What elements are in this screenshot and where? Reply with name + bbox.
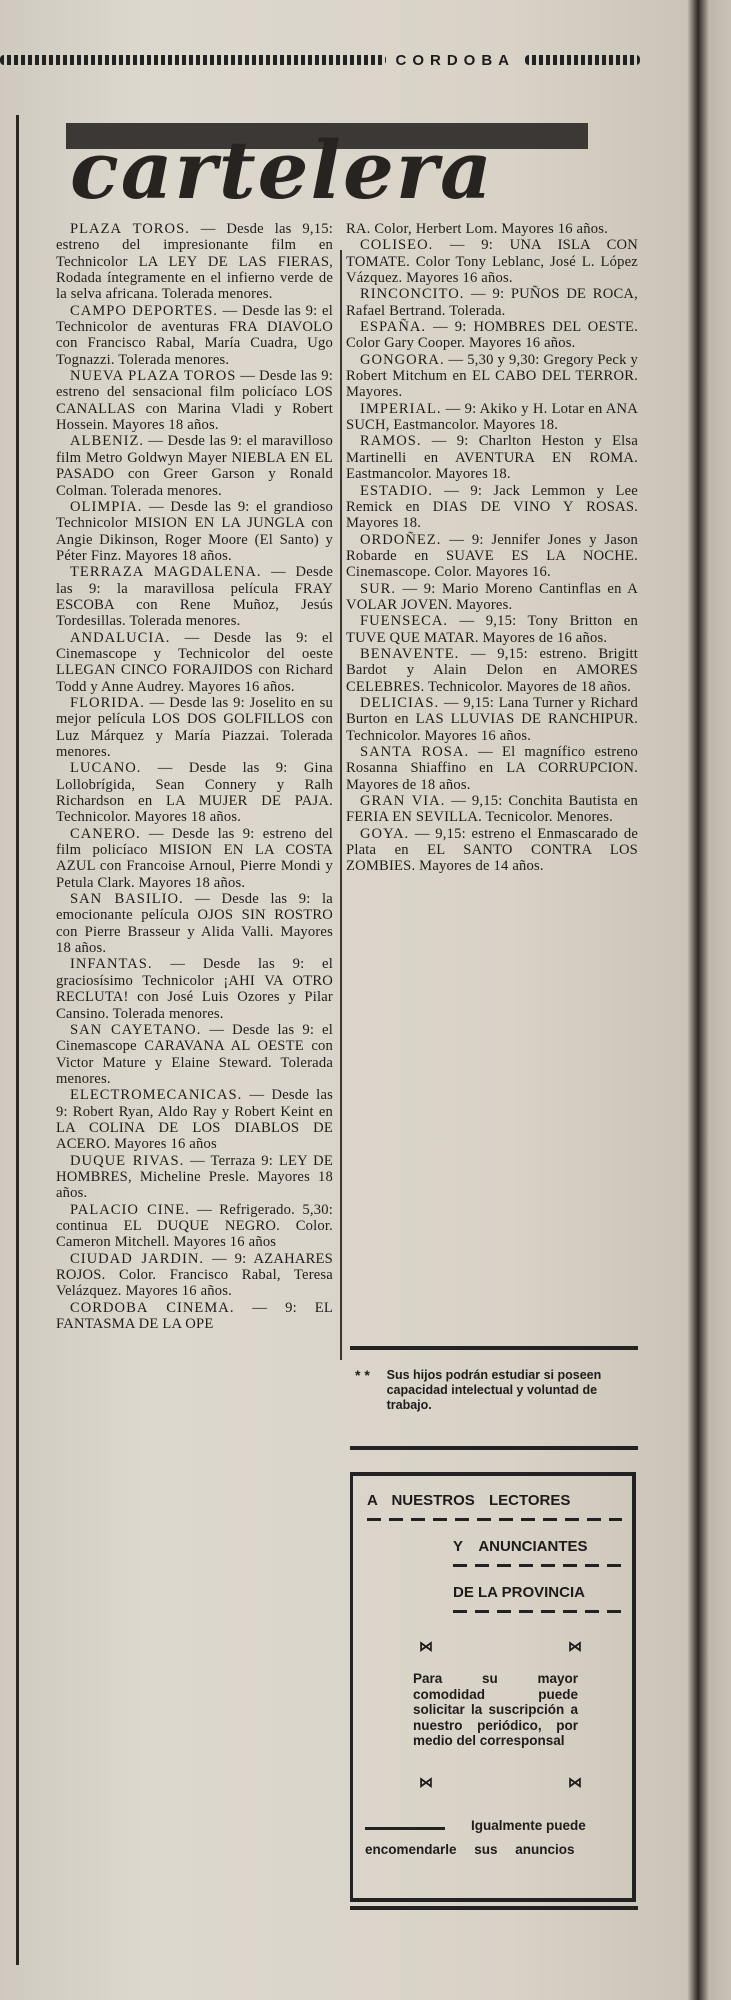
listing-text: — Desde las 9: Joselito en su mejor película LOS DOS GOLFILLOS con Luz Márquez y María Piazzai. Tolerada menores. [56, 694, 333, 760]
dashed-rule [453, 1610, 623, 1613]
listing-text: — Desde las 9: el Cinemascope CARAVANA AL OESTE con Victor Mature y Elaine Steward. Tolerada menores. [56, 1021, 333, 1087]
cinema-name: FLORIDA. [70, 694, 145, 711]
wavy-rule-right [525, 55, 640, 65]
listing-entry [346, 581, 638, 614]
cinema-name: ORDOÑEZ. [360, 531, 442, 548]
listing-text: — 9: Jack Lemmon y Lee Remick en DIAS DE VINO Y ROSAS. Mayores 18. [346, 482, 638, 532]
right-column [346, 221, 638, 875]
left-column [56, 221, 333, 1332]
listing-text: — Desde las 9,15: estreno del impresionante film en Technicolor LA LEY DE LAS FIERAS, Rodada íntegramente en el infierno verde de la selva africana. Tolerada menores. [56, 221, 333, 303]
listing-text: — 9: Akiko y H. Lotar en ANA SUCH, Eastmancolor. Mayores 18. [346, 400, 638, 434]
wavy-rule-left [0, 55, 386, 65]
cinema-name: IMPERIAL. [360, 400, 442, 417]
listing-entry [56, 368, 333, 433]
listing-text: — 9: AZAHARES ROJOS. Color. Francisco Rabal, Teresa Velázquez. Mayores 16 años. [56, 1250, 333, 1300]
listing-text: — 9: HOMBRES DEL OESTE. Color Gary Cooper. Mayores 16 años. [346, 319, 638, 352]
listing-text: — 9,15: Lana Turner y Richard Burton en LAS LLUVIAS DE RANCHIPUR. Technicolor. Mayores 16 años. [346, 694, 638, 744]
cinema-name: DUQUE RIVAS. [70, 1152, 185, 1169]
cinema-name: GONGORA. [360, 351, 445, 368]
listing-entry [56, 760, 333, 825]
listing-text: — El magnífico estreno Rosanna Shiaffino en LA CORRUPCION. Mayores de 18 años. [346, 744, 638, 793]
listing-entry [56, 891, 333, 956]
cinema-name: TERRAZA MAGDALENA. [70, 564, 262, 581]
subscription-ad-box [350, 1472, 636, 1902]
ad-line-2: Y ANUNCIANTES [453, 1538, 588, 1555]
column-divider [16, 115, 19, 1965]
listing-entry [346, 352, 638, 401]
listing-text: — 9: Jennifer Jones y Jason Robarde en SUAVE ES LA NOCHE. Cinemascope. Color. Mayores 16. [346, 531, 638, 581]
listing-text: — 9: PUÑOS DE ROCA, Rafael Bertrand. Tolerada. [346, 286, 638, 319]
listing-entry [346, 401, 638, 434]
listing-entry [346, 319, 638, 352]
listing-text: — Desde las 9: el Cinemascope y Technicolor del oeste LLEGAN CINCO FORAJIDOS con Richard Todd y Anne Audrey. Mayores 16 años. [56, 629, 333, 695]
ad-line-3: DE LA PROVINCIA [453, 1584, 585, 1601]
cinema-name: INFANTAS. [70, 956, 153, 973]
dashed-rule [367, 1518, 622, 1521]
listing-entry [56, 1202, 333, 1251]
cinema-name: CAMPO DEPORTES. [70, 302, 218, 319]
listing-entry [346, 433, 638, 482]
listing-text: — 9: UNA ISLA CON TOMATE. Color Tony Leblanc, José L. López Vázquez. Mayores 16 años. [346, 237, 638, 287]
cinema-name: SAN CAYETANO. [70, 1021, 202, 1038]
column-divider-center [340, 250, 342, 1360]
listing-text: — Desde las 9: el Technicolor de aventuras FRA DIAVOLO con Francisco Rabal, María Cuadra, Ugo Tognazzi. Tolerada menores. [56, 302, 333, 368]
listing-entry [56, 564, 333, 629]
cinema-name: ESPAÑA. [360, 319, 427, 336]
listing-text: — Terraza 9: LEY DE HOMBRES, Micheline Presle. Mayores 18 años. [56, 1152, 333, 1202]
listing-text: — Desde las 9: estreno del film policíaco MISION EN LA COSTA AZUL con Francoise Arnoul, Pierre Mondi y Petula Clark. Mayores 18 años. [56, 825, 333, 891]
cinema-name: PALACIO CINE. [70, 1201, 190, 1218]
divider-rule [350, 1446, 638, 1450]
listing-text: — Desde las 9: el graciosísimo Technicolor ¡AHI VA OTRO RECLUTA! con José Luis Ozores y Pilar Cansino. Tolerada menores. [56, 956, 333, 1022]
cinema-name: ANDALUCIA. [70, 629, 171, 646]
ad-footer-1: Igualmente puede [471, 1818, 586, 1833]
listing-text: — 9: Mario Moreno Cantinflas en A VOLAR JOVEN. Mayores. [346, 580, 638, 613]
ad-body: Para su mayor comodidad puede solicitar la suscripción a nuestro periódico, por medio del corresponsal [413, 1671, 578, 1748]
banner-title: cartelera [70, 123, 494, 217]
listing-entry [346, 744, 638, 793]
cinema-name: RAMOS. [360, 433, 422, 450]
ornament-icon: ⋈ [568, 1774, 582, 1790]
cinema-name: FUENSECA. [360, 613, 449, 630]
listing-entry [346, 695, 638, 744]
listing-text: — Desde las 9: el maravilloso film Metro Goldwyn Mayer NIEBLA EN EL PASADO con Greer Garson y Ronald Colman. Tolerada menores. [56, 433, 333, 499]
cinema-name: ELECTROMECANICAS. [70, 1087, 243, 1104]
cinema-name: OLIMPIA. [70, 498, 143, 515]
listing-entry [56, 221, 333, 303]
ad-line-1: A NUESTROS LECTORES [367, 1492, 571, 1509]
divider-rule [350, 1906, 638, 1910]
cinema-name: CANERO. [70, 825, 141, 842]
listing-text: — Desde las 9: la maravillosa película FRAY ESCOBA con Rene Muñoz, Jesús Tordesillas. Tolerada menores. [56, 564, 333, 630]
section-title: CORDOBA [395, 51, 515, 69]
listing-entry [56, 1153, 333, 1202]
dashed-rule [453, 1564, 623, 1567]
listing-text: — 9,15: Conchita Bautista en FERIA EN SEVILLA. Tecnicolor. Menores. [346, 793, 638, 826]
cinema-name: SANTA ROSA. [360, 744, 470, 760]
cinema-name: CIUDAD JARDIN. [70, 1250, 205, 1267]
listing-text: — Desde las 9: la emocionante película OJOS SIN ROSTRO con Pierre Brasseur y Alida Valli. Mayores 18 años. [56, 891, 333, 957]
listing-entry [56, 433, 333, 498]
cinema-name: ESTADIO. [360, 482, 433, 499]
cinema-name: CORDOBA CINEMA. [70, 1299, 235, 1316]
listing-text: — 9,15: estreno. Brigitt Bardot y Alain Delon en AMORES CELEBRES. Technicolor. Mayores de 18 años. [346, 645, 638, 695]
divider-rule [350, 1346, 638, 1350]
continued-text: RA. Color, Herbert Lom. Mayores 16 años. [346, 221, 608, 237]
listing-entry [56, 1022, 333, 1087]
listing-text: — Desde las 9: Gina Lollobrígida, Sean Connery y Ralh Richardson en LA MUJER DE PAJA. Technicolor. Mayores 18 años. [56, 760, 333, 826]
listing-entry [346, 286, 638, 319]
cinema-name: NUEVA PLAZA TOROS [70, 368, 237, 385]
listing-text: — 9,15: estreno el Enmascarado de Plata en EL SANTO CONTRA LOS ZOMBIES. Mayores de 14 años. [346, 825, 638, 875]
listing-entry [346, 646, 638, 695]
listing-entry [56, 1087, 333, 1152]
listing-entry [56, 826, 333, 891]
cinema-name: COLISEO. [360, 237, 434, 254]
listing-entry [56, 1251, 333, 1300]
cartelera-banner [66, 123, 588, 218]
listing-text: — Desde las 9: Robert Ryan, Aldo Ray y Robert Keint en LA COLINA DE LOS DIABLOS DE ACERO. Mayores 16 años [56, 1087, 333, 1153]
cinema-name: ALBENIZ. [70, 433, 145, 450]
cinema-name: LUCANO. [70, 760, 142, 777]
listing-text: — 9,15: Tony Britton en TUVE QUE MATAR. Mayores de 16 años. [346, 613, 638, 646]
cinema-name: BENAVENTE. [360, 645, 460, 662]
cinema-name: GOYA. [360, 825, 410, 842]
listing-text: — 9: EL FANTASMA DE LA OPE [56, 1299, 333, 1333]
listing-text: — 5,30 y 9,30: Gregory Peck y Robert Mitchum en EL CABO DEL TERROR. Mayores. [346, 351, 638, 401]
listing-entry [56, 695, 333, 760]
listing-entry [346, 532, 638, 581]
listing-entry [346, 826, 638, 875]
cinema-name: SUR. [360, 580, 397, 597]
listing-entry [346, 483, 638, 532]
cinema-name: RINCONCITO. [360, 286, 465, 303]
listing-entry [346, 237, 638, 286]
notice [355, 1368, 638, 1413]
listing-text: — Desde las 9: estreno del sensacional film policíaco LOS CANALLAS con Marina Vladi y Robert Hossein. Mayores 18 años. [56, 368, 333, 434]
cinema-name: GRAN VIA. [360, 793, 446, 810]
solid-rule [365, 1827, 445, 1830]
listing-entry [56, 956, 333, 1021]
notice-text: Sus hijos podrán estudiar si poseen capacidad intelectual y voluntad de trabajo. [386, 1368, 602, 1412]
listing-entry [56, 303, 333, 368]
listing-entry [56, 499, 333, 564]
page-header [0, 48, 640, 72]
ornament-icon: ⋈ [568, 1638, 582, 1654]
listing-entry [56, 1300, 333, 1333]
cinema-name: SAN BASILIO. [70, 891, 184, 908]
listing-text: — Refrigerado. 5,30: continua EL DUQUE NEGRO. Color. Cameron Mitchell. Mayores 16 años [56, 1201, 333, 1251]
cinema-name: DELICIAS. [360, 694, 440, 711]
ornament-icon: ⋈ [419, 1638, 433, 1654]
stars-icon: * * [355, 1367, 370, 1383]
listing-text: — 9: Charlton Heston y Elsa Martinelli en AVENTURA EN ROMA. Eastmancolor. Mayores 18. [346, 433, 638, 483]
cinema-name: PLAZA TOROS. [70, 221, 190, 237]
ad-footer-2: encomendarle sus anuncios [365, 1842, 575, 1857]
ornament-icon: ⋈ [419, 1774, 433, 1790]
listing-text: — Desde las 9: el grandioso Technicolor MISION EN LA JUNGLA con Angie Dikinson, Roger Moore (El Santo) y Péter Finz. Mayores 18 años. [56, 498, 333, 564]
listing-entry [346, 793, 638, 826]
listing-entry [56, 630, 333, 695]
listing-entry [346, 613, 638, 646]
